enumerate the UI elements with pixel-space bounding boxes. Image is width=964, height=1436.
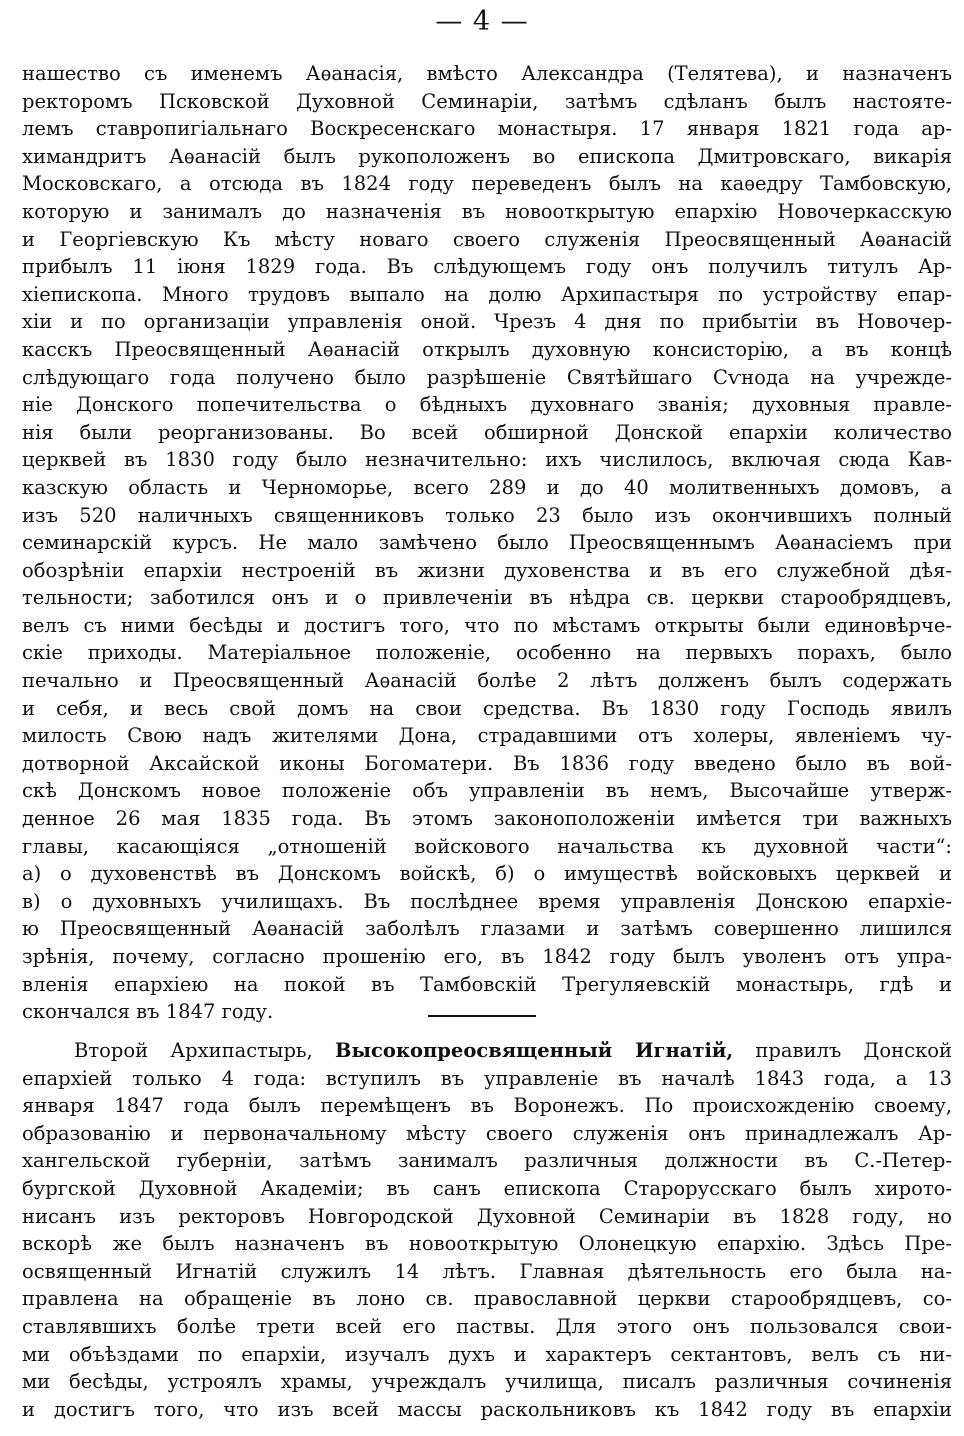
text-line: денное 26 мая 1835 года. Въ этомъ законоположеніи имѣется три важныхъ [22, 807, 952, 831]
paragraph-intro: Второй Архипастырь, [74, 1039, 336, 1062]
text-line: образованію и первоначальному мѣсту своего служенія онъ принадлежалъ Ар- [22, 1121, 952, 1145]
text-line: хангельской губерніи, затѣмъ занималъ различныя должности въ С.-Петер- [22, 1149, 952, 1173]
text-line: бургской Духовной Академіи; въ санъ епископа Старорусскаго былъ хирото- [22, 1176, 952, 1200]
text-line: и Георгіевскую Къ мѣсту новаго своего служенія Преосвященный Аѳанасій [22, 227, 952, 251]
text-line: хіепископа. Много трудовъ выпало на долю Архипастыря по устройству епар- [22, 282, 952, 306]
text-line: которую и занималъ до назначенія въ новооткрытую епархію Новочеркасскую [22, 199, 952, 223]
text-line: скѣ Донскомъ новое положеніе объ управленіи въ немъ, Высочайше утверж- [22, 779, 952, 803]
text-line: нія были реорганизованы. Во всей обширной Донской епархіи количество [22, 420, 952, 444]
bishop-name: Высокопреосвященный Игнатій, [335, 1039, 734, 1062]
text-line: правлена на обращеніе въ лоно св. православной церкви старообрядцевъ, со- [22, 1287, 952, 1311]
text-line: а) о духовенствѣ въ Донскомъ войскѣ, б) о имуществѣ войсковыхъ церквей и [22, 862, 952, 886]
text-line: ми бесѣды, устроялъ храмы, учреждалъ училища, писалъ различныя сочиненія [22, 1370, 952, 1394]
text-line: зрѣнія, почему, согласно прошенію его, въ 1842 году былъ уволенъ отъ упра- [22, 945, 952, 968]
text-line: дотворной Аксайской иконы Богоматери. Въ 1836 году введено было въ вой- [22, 751, 952, 775]
text-line: церквей въ 1830 году было незначительно: ихъ числилось, включая сюда Кав- [22, 448, 952, 472]
text-line: главы, касающіяся „отношеній войскового начальства къ духовной части“: [22, 834, 952, 858]
text-line: обозрѣніи епархіи нестроеній въ жизни духовенства и въ его служебной дѣя- [22, 558, 952, 582]
text-line: в) о духовныхъ училищахъ. Въ послѣднее время управленія Донскою епархіе- [22, 889, 952, 913]
text-line: скончался въ 1847 году. [22, 1000, 274, 1024]
text-line: и себя, и весь свой домъ на свои средства. Въ 1830 году Господь явилъ [22, 696, 952, 720]
text-line: лемъ ставропигіальнаго Воскресенскаго монастыря. 17 января 1821 года ар- [22, 117, 952, 141]
text-line: ставлявшихъ болѣе трети всей его паствы. Для этого онъ пользовался свои- [22, 1314, 952, 1338]
text-line: химандритъ Аѳанасій былъ рукоположенъ во епископа Дмитровскаго, викарія [22, 144, 952, 168]
text-line: велъ съ ними бесѣды и достигъ того, что по мѣстамъ открыты были единовѣрче- [22, 613, 952, 637]
text-line: хіи и по организаціи управленія оной. Чрезъ 4 дня по прибытіи въ Новочер- [22, 310, 952, 334]
text-line: семинарскій курсъ. Не мало замѣчено было Преосвященнымъ Аѳанасіемъ при [22, 531, 952, 555]
text-line: слѣдующаго года получено было разрѣшеніе Святѣйшаго Сѵнода на учрежде- [22, 365, 952, 389]
text-line: и достигъ того, что изъ всей массы раскольниковъ къ 1842 году въ епархіи [22, 1397, 952, 1421]
text-line: ніе Донского попечительства о бѣдныхъ духовнаго званія; духовныя правле- [22, 393, 952, 417]
text-line: ректоромъ Псковской Духовной Семинаріи, затѣмъ сдѣланъ былъ настояте- [22, 89, 952, 113]
text-line: ю Преосвященный Аѳанасій заболѣлъ глазами и затѣмъ совершенно лишился [22, 917, 952, 941]
text-line: вленія епархіею на покой въ Тамбовскій Трегуляевскій монастырь, гдѣ и [22, 972, 952, 996]
text-line: печально и Преосвященный Аѳанасій болѣе 2 лѣтъ долженъ былъ содержать [22, 669, 952, 693]
first-line-rest: правилъ Донской [733, 1039, 952, 1062]
text-line: освященный Игнатій служилъ 14 лѣтъ. Главная дѣятельность его была на- [22, 1259, 952, 1283]
text-line: Московскаго, а отсюда въ 1824 году переведенъ былъ на каѳедру Тамбовскую, [22, 172, 952, 196]
text-line: нашество съ именемъ Аѳанасія, вмѣсто Александра (Телятева), и назначенъ [22, 62, 952, 85]
text-line: милость Свою надъ жителями Дона, страдавшими отъ холеры, явленіемъ чу- [22, 724, 952, 748]
text-line: вскорѣ же былъ назначенъ въ новооткрытую Олонецкую епархію. Здѣсь Пре- [22, 1232, 952, 1256]
text-line: прибылъ 11 іюня 1829 года. Въ слѣдующемъ году онъ получилъ титулъ Ар- [22, 255, 952, 279]
text-line: тельности; заботился онъ и о привлеченіи въ нѣдра св. церкви старообрядцевъ, [22, 586, 952, 610]
page-number: — 4 — [435, 6, 529, 37]
text-line: епархіей только 4 года: вступилъ въ управленіе въ началѣ 1843 года, а 13 [22, 1066, 952, 1090]
section-divider [428, 1015, 536, 1017]
text-line: ми объѣздами по епархіи, изучалъ духъ и характеръ сектантовъ, велъ съ ни- [22, 1342, 952, 1366]
text-line: касскъ Преосвященный Аѳанасій открылъ духовную консисторію, а въ концѣ [22, 337, 952, 361]
text-line: скіе приходы. Матеріальное положеніе, особенно на первыхъ порахъ, было [22, 641, 952, 665]
text-line: казскую область и Черноморье, всего 289 и до 40 молитвенныхъ домовъ, а [22, 475, 952, 499]
text-line: нисанъ изъ ректоровъ Новгородской Духовной Семинаріи въ 1828 году, но [22, 1204, 952, 1228]
text-line: января 1847 года былъ перемѣщенъ въ Воронежъ. По происхожденію своему, [22, 1094, 952, 1118]
text-line: изъ 520 наличныхъ священниковъ только 23 было изъ окончившихъ полный [22, 503, 952, 527]
paragraph-ignatius [22, 1037, 952, 1423]
paragraph-atanasius [22, 60, 952, 1026]
text-line [22, 1037, 952, 1065]
